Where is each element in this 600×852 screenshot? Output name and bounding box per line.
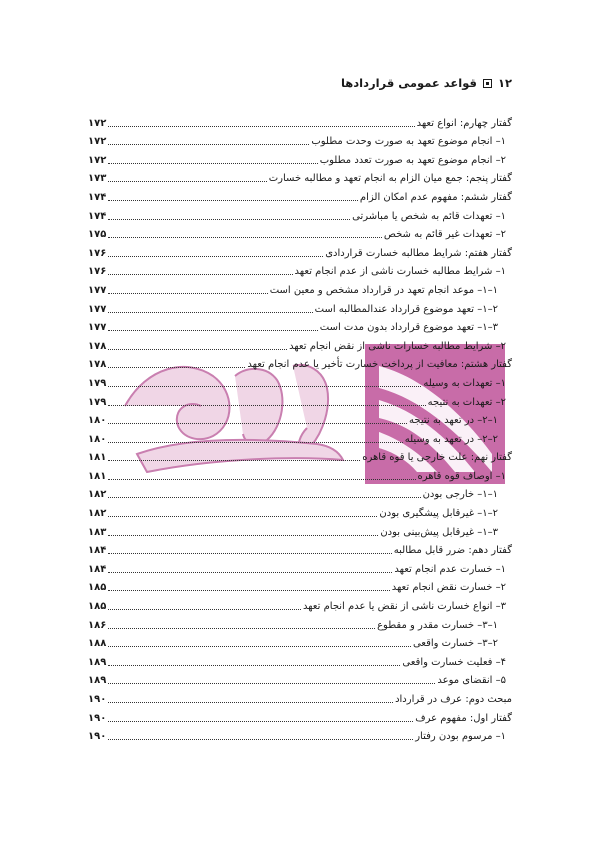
dot-leader <box>108 646 411 647</box>
dot-leader <box>108 181 266 182</box>
toc-entry <box>88 131 512 150</box>
dot-leader <box>108 163 317 164</box>
toc-entry-page-number: ۱۷۲ <box>88 136 107 148</box>
toc-entry-title: گفتار اول: مفهوم عرف <box>415 712 512 724</box>
dot-leader <box>108 367 245 368</box>
toc-entry-title: گفتار دهم: ضرر قابل مطالبه <box>393 545 512 557</box>
dot-leader <box>108 460 360 461</box>
dot-leader <box>108 219 350 220</box>
dot-leader <box>108 293 267 294</box>
toc-entry-page-number: ۱۸۱ <box>88 452 107 464</box>
toc-entry-page-number: ۱۸۴ <box>88 563 107 575</box>
toc-entry <box>88 261 512 280</box>
toc-entry-page-number: ۱۷۲ <box>88 117 107 129</box>
toc-entry-title: ۱– تعهدات قائم به شخص یا مباشرتی <box>352 210 506 222</box>
dot-leader <box>108 628 375 629</box>
toc-entry <box>88 688 512 707</box>
toc-entry-title: ۲–۱– غیرقابل پیشگیری بودن <box>379 508 498 520</box>
toc-entry <box>88 484 512 503</box>
dot-leader <box>108 423 407 424</box>
dot-leader <box>108 609 301 610</box>
toc-entry <box>88 186 512 205</box>
toc-entry <box>88 149 512 168</box>
toc-entry <box>88 335 512 354</box>
toc-entry <box>88 670 512 689</box>
toc-entry <box>88 558 512 577</box>
toc-entry-title: ۴– فعلیت خسارت واقعی <box>402 656 506 668</box>
toc-entry-title: ۳– انواع خسارت ناشی از نقض یا عدم انجام تعهد <box>302 601 506 613</box>
running-head <box>341 76 512 90</box>
toc-entry-page-number: ۱۷۸ <box>88 340 107 352</box>
toc-entry-title: ۱–۲– در تعهد به نتیجه <box>409 415 498 427</box>
toc-entry-page-number: ۱۷۹ <box>88 377 107 389</box>
toc-entry-title: گفتار پنجم: جمع میان الزام به انجام تعهد و مطالبه خسارت <box>268 173 512 185</box>
toc-entry <box>88 614 512 633</box>
toc-entry <box>88 595 512 614</box>
toc-entry-page-number: ۱۹۰ <box>88 694 107 705</box>
dot-leader <box>108 330 317 331</box>
dot-leader <box>108 349 287 350</box>
dot-leader <box>108 200 358 201</box>
toc-entry <box>88 391 512 410</box>
dot-leader <box>108 497 420 498</box>
toc-entry-page-number: ۱۸۳ <box>88 526 107 538</box>
toc-entry <box>88 298 512 317</box>
dot-leader <box>108 516 377 517</box>
dot-leader <box>108 683 435 684</box>
toc-entry-title: گفتار نهم: علت خارجی یا قوه قاهره <box>362 452 512 464</box>
toc-entry <box>88 205 512 224</box>
dot-leader <box>108 739 413 740</box>
dot-leader <box>108 553 391 554</box>
toc-entry <box>88 112 512 131</box>
toc-entry <box>88 502 512 521</box>
toc-entry-page-number: ۱۷۶ <box>88 247 107 259</box>
toc-entry <box>88 279 512 298</box>
toc-entry-title: ۲–۳– خسارت واقعی <box>412 638 498 650</box>
toc-entry-page-number: ۱۸۵ <box>88 582 107 594</box>
dot-leader <box>108 572 392 573</box>
dot-leader <box>108 256 323 257</box>
dot-leader <box>108 590 389 591</box>
toc-entry-title: ۲– تعهدات به نتیجه <box>427 396 506 408</box>
toc-entry-title: ۲– شرایط مطالبه خسارات ناشی از نقض انجام تعهد <box>289 340 506 352</box>
toc-entry-page-number: ۱۷۲ <box>88 154 107 166</box>
dot-leader <box>108 274 292 275</box>
toc-entry-page-number: ۱۸۰ <box>88 433 107 445</box>
toc-entry-title: ۳–۱– غیرقابل پیش‌بینی بودن <box>380 526 498 538</box>
toc-entry <box>88 465 512 484</box>
toc-entry <box>88 651 512 670</box>
dot-leader <box>108 386 421 387</box>
dot-leader <box>108 479 415 480</box>
toc-entry-page-number: ۱۸۰ <box>88 415 107 427</box>
toc-entry-title: گفتار هفتم: شرایط مطالبه خسارت قراردادی <box>325 247 512 259</box>
toc-entry-page-number: ۱۷۴ <box>88 191 107 203</box>
toc-entry-title: ۱–۱– موعد انجام تعهد در قرارداد مشخص و معین است <box>269 284 498 296</box>
toc-entry-title: ۱– شرایط مطالبه خسارت ناشی از عدم انجام تعهد <box>294 266 506 278</box>
book-title: قواعد عمومی قراردادها <box>340 76 477 90</box>
toc-entry-page-number: ۱۷۷ <box>88 322 107 334</box>
toc-entry-title: گفتار ششم: مفهوم عدم امکان الزام <box>359 191 512 203</box>
toc-entry-page-number: ۱۸۱ <box>88 470 107 482</box>
toc-entry-page-number: ۱۸۶ <box>88 619 107 631</box>
dot-leader <box>108 702 393 703</box>
toc-entry <box>88 447 512 466</box>
toc-entry-title: ۲–۲– در تعهد به وسیله <box>404 433 498 445</box>
toc-entry <box>88 168 512 187</box>
toc-entry <box>88 317 512 336</box>
toc-entry-title: ۲–۱– تعهد موضوع قرارداد عندالمطالبه است <box>314 303 498 315</box>
toc-entry-page-number: ۱۷۹ <box>88 396 107 408</box>
toc-entry <box>88 224 512 243</box>
square-bullet-icon <box>483 79 492 88</box>
toc-entry-page-number: ۱۷۴ <box>88 210 107 222</box>
dot-leader <box>108 126 414 127</box>
toc-entry-page-number: ۱۸۲ <box>88 508 107 520</box>
toc-entry-title: ۱– اوصاف قوه قاهره <box>417 470 506 482</box>
page-number: ١٢ <box>497 76 512 90</box>
toc-entry <box>88 521 512 540</box>
toc-entry <box>88 410 512 429</box>
toc-entry-title: ۲– خسارت نقض انجام تعهد <box>391 582 506 594</box>
toc-entry-page-number: ۱۷۶ <box>88 266 107 278</box>
toc-entry-page-number: ۱۹۰ <box>88 731 107 743</box>
toc-entry <box>88 633 512 652</box>
toc-entry-title: ۱– تعهدات به وسیله <box>423 377 506 389</box>
dot-leader <box>108 721 413 722</box>
toc-entry-title: ۱– انجام موضوع تعهد به صورت وحدت مطلوب <box>311 136 506 148</box>
toc-entry-page-number: ۱۸۲ <box>88 489 107 501</box>
toc-entry-title: گفتار چهارم: انواع تعهد <box>416 117 512 129</box>
toc-entry-title: ۲– انجام موضوع تعهد به صورت تعدد مطلوب <box>319 154 506 166</box>
toc-entry-page-number: ۱۸۹ <box>88 656 107 668</box>
toc-entry-title: مبحث دوم: عرف در قرارداد <box>395 694 512 705</box>
toc-entry <box>88 242 512 261</box>
toc-entry-title: گفتار هشتم: معافیت از پرداخت خسارت تأخیر یا عدم انجام تعهد <box>247 359 512 371</box>
toc-entry <box>88 577 512 596</box>
toc-entry-page-number: ۱۸۵ <box>88 601 107 613</box>
toc-entry-page-number: ۱۷۵ <box>88 229 107 241</box>
toc-entry-page-number: ۱۸۹ <box>88 675 107 687</box>
toc-entry-title: ۱– مرسوم بودن رفتار <box>415 731 506 743</box>
dot-leader <box>108 665 400 666</box>
dot-leader <box>108 144 309 145</box>
toc-entry-title: ۳–۱– تعهد موضوع قرارداد بدون مدت است <box>319 322 498 334</box>
toc-entry-title: ۵– انقضای موعد <box>437 675 506 687</box>
toc-entry-page-number: ۱۷۸ <box>88 359 107 371</box>
toc-entry-title: ۱–۱– خارجی بودن <box>422 489 498 501</box>
dot-leader <box>108 535 378 536</box>
toc-entry-page-number: ۱۸۸ <box>88 638 107 650</box>
toc-entry <box>88 707 512 726</box>
toc-entry <box>88 428 512 447</box>
table-of-contents <box>88 112 512 744</box>
toc-entry-page-number: ۱۷۳ <box>88 173 107 185</box>
toc-entry-page-number: ۱۹۰ <box>88 712 107 724</box>
dot-leader <box>108 442 402 443</box>
toc-entry <box>88 372 512 391</box>
toc-entry-title: ۲– تعهدات غیر قائم به شخص <box>383 229 506 241</box>
dot-leader <box>108 312 312 313</box>
toc-entry <box>88 354 512 373</box>
dot-leader <box>108 237 382 238</box>
toc-entry-title: ۱– خسارت عدم انجام تعهد <box>394 563 506 575</box>
toc-entry-page-number: ۱۷۷ <box>88 303 107 315</box>
toc-entry-page-number: ۱۷۷ <box>88 284 107 296</box>
toc-entry-title: ۱–۳– خسارت مقدر و مقطوع <box>377 619 498 631</box>
dot-leader <box>108 405 425 406</box>
toc-entry-page-number: ۱۸۴ <box>88 545 107 557</box>
toc-entry <box>88 540 512 559</box>
toc-entry <box>88 726 512 745</box>
